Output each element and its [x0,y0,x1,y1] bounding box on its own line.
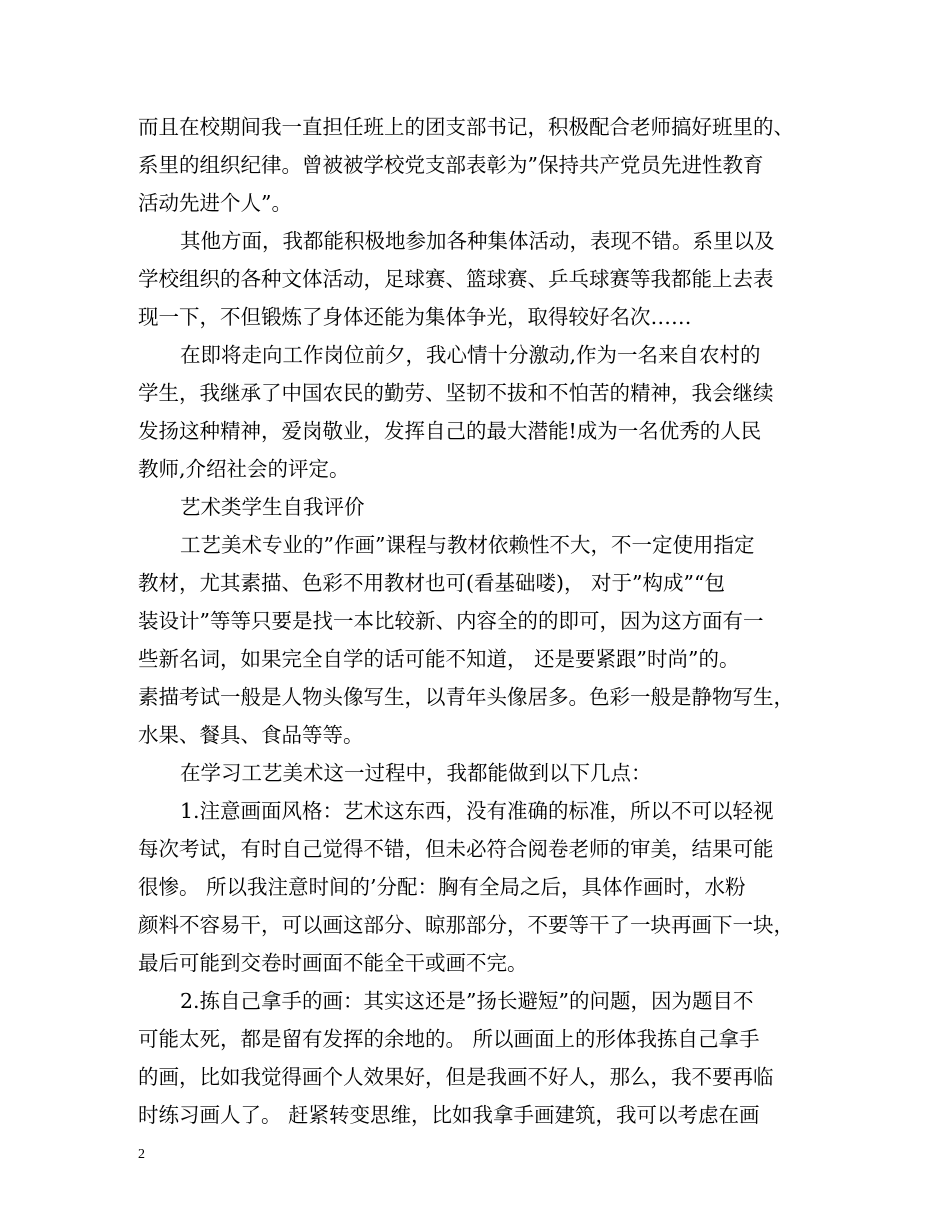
text-line: 的画，比如我觉得画个人效果好，但是我画不好人，那么，我不要再临 [138,1065,774,1089]
text-line: 发扬这种精神，爱岗敬业，发挥自己的最大潜能!成为一名优秀的人民 [138,419,762,443]
text-line: 而且在校期间我一直担任班上的团支部书记，积极配合老师搞好班里的、 [138,115,794,139]
text-line: 活动先进个人”。 [138,191,292,215]
page-number: 2 [138,1147,145,1162]
text-line: 最后可能到交卷时画面不能全干或画不完。 [138,951,528,975]
text-line: 在即将走向工作岗位前夕，我心情十分激动,作为一名来自农村的 [180,343,761,367]
text-line: 可能太死，都是留有发挥的余地的。 所以画面上的形体我拣自己拿手 [138,1027,760,1051]
section-heading: 艺术类学生自我评价 [180,495,365,519]
text-line: 2.拣自己拿手的画：其实这还是”扬长避短”的问题，因为题目不 [180,989,754,1013]
text-line: 素描考试一般是人物头像写生，以青年头像居多。色彩一般是静物写生， [138,685,794,709]
text-line: 时练习画人了。 赶紧转变思维，比如我拿手画建筑，我可以考虑在画 [138,1103,760,1127]
text-line: 颜料不容易干，可以画这部分、晾那部分，不要等干了一块再画下一块， [138,913,794,937]
text-line: 些新名词，如果完全自学的话可能不知道， 还是要紧跟”时尚”的。 [138,647,740,671]
text-line: 现一下，不但锻炼了身体还能为集体争光，取得较好名次…… [138,305,692,329]
text-line: 每次考试，有时自己觉得不错，但未必符合阅卷老师的审美，结果可能 [138,837,774,861]
text-line: 教材，尤其素描、色彩不用教材也可(看基础喽)， 对于”构成”“包 [138,571,725,595]
text-line: 在学习工艺美术这一过程中，我都能做到以下几点： [180,761,652,785]
text-line: 很惨。 所以我注意时间的’分配：胸有全局之后，具体作画时，水粉 [138,875,746,899]
text-line: 工艺美术专业的”作画”课程与教材依赖性不大，不一定使用指定 [180,533,755,557]
text-line: 学生，我继承了中国农民的勤劳、坚韧不拔和不怕苦的精神，我会继续 [138,381,774,405]
text-line: 其他方面，我都能积极地参加各种集体活动，表现不错。系里以及 [180,229,775,253]
text-line: 水果、餐具、食品等等。 [138,723,364,747]
text-line: 教师,介绍社会的评定。 [138,457,350,481]
text-line: 学校组织的各种文体活动，足球赛、篮球赛、乒乓球赛等我都能上去表 [138,267,774,291]
text-line: 1.注意画面风格：艺术这东西，没有准确的标准，所以不可以轻视 [180,799,774,823]
text-line: 系里的组织纪律。曾被被学校党支部表彰为”保持共产党员先进性教育 [138,153,764,177]
text-line: 装设计”等等只要是找一本比较新、内容全的的即可，因为这方面有一 [138,609,764,633]
